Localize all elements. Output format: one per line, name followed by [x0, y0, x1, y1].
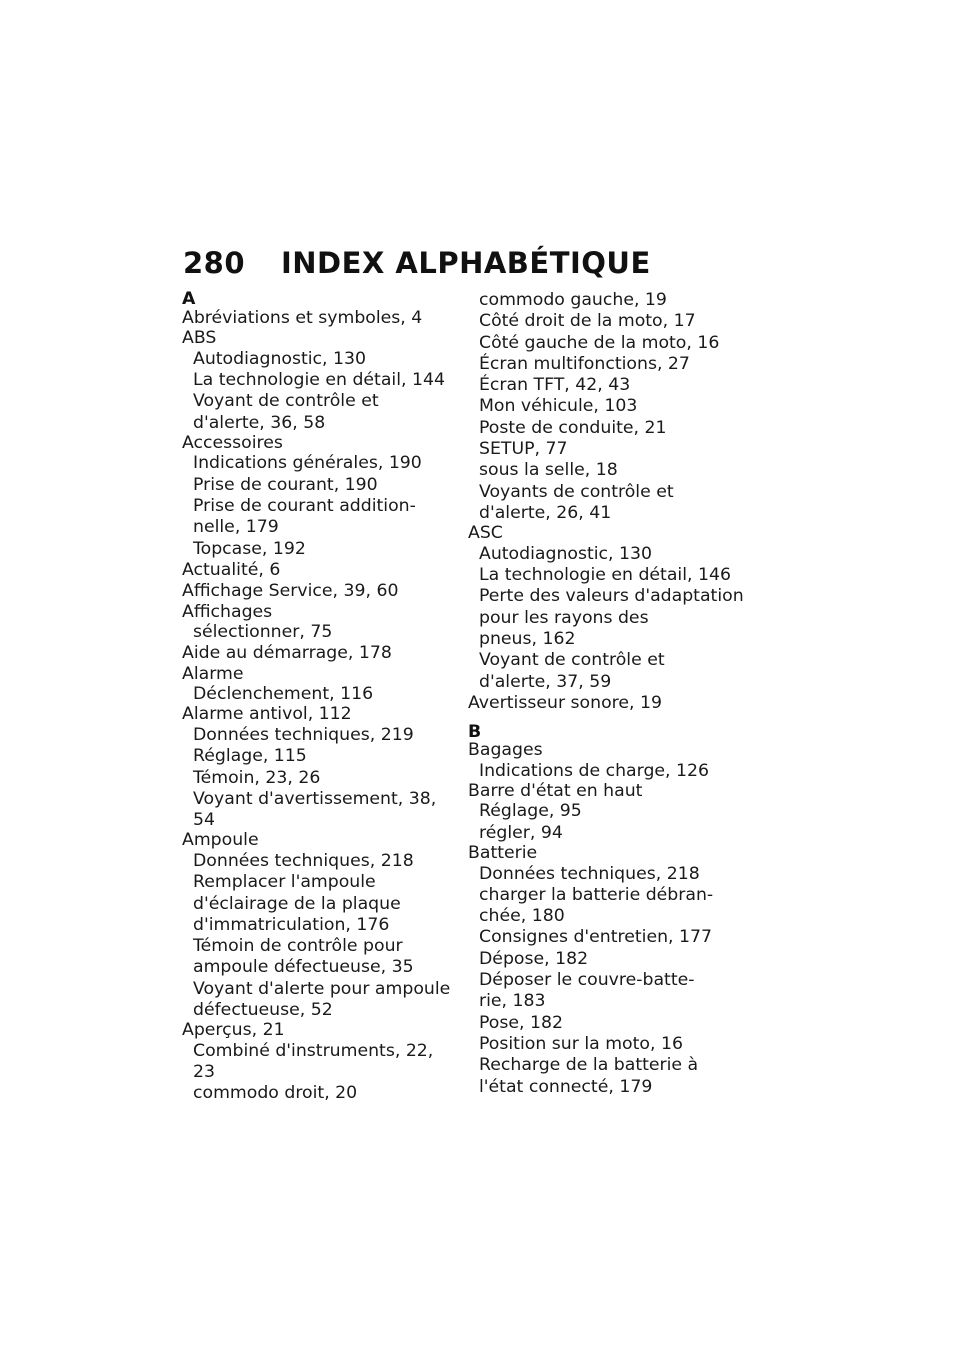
- index-subentry: Écran TFT, 42, 43: [479, 375, 631, 396]
- index-subentry: Voyant d'alerte pour ampoule: [193, 978, 451, 999]
- index-subentry: Indications de charge, 126: [479, 760, 710, 781]
- index-entry: Abréviations et symboles, 4: [182, 308, 423, 328]
- index-column-right: [468, 290, 753, 1098]
- index-subentry: pneus, 162: [479, 628, 576, 649]
- index-term: Alarme: [182, 663, 244, 684]
- index-subentry: Combiné d'instruments, 22,: [193, 1040, 434, 1061]
- index-subentry: d'éclairage de la plaque: [193, 893, 401, 914]
- index-subentry: Prise de courant addition-: [193, 496, 416, 517]
- index-subentry: ampoule défectueuse, 35: [193, 957, 414, 978]
- index-subentry: Déposer le couvre-batte-: [479, 970, 695, 991]
- index-subentry: Données techniques, 218: [479, 863, 700, 884]
- index-subentry: La technologie en détail, 146: [479, 565, 731, 586]
- section-letter: A: [182, 289, 196, 309]
- page-number: 280: [183, 246, 246, 280]
- index-entry: Affichage Service, 39, 60: [182, 581, 399, 602]
- index-term: Alarme antivol, 112: [182, 704, 352, 725]
- index-term: Barre d'état en haut: [468, 780, 643, 801]
- index-subentry: Poste de conduite, 21: [479, 417, 667, 438]
- index-subentry: charger la batterie débran-: [479, 884, 714, 905]
- index-subentry: chée, 180: [479, 906, 565, 927]
- index-subentry: nelle, 179: [193, 517, 279, 538]
- section-letter: B: [468, 722, 482, 743]
- index-entry: Aide au démarrage, 178: [182, 643, 392, 664]
- page-header: [183, 246, 651, 280]
- index-subentry: d'alerte, 36, 58: [193, 412, 326, 433]
- index-subentry: Dépose, 182: [479, 948, 589, 969]
- index-subentry: d'alerte, 26, 41: [479, 502, 612, 523]
- index-subentry: sélectionner, 75: [193, 622, 333, 643]
- index-subentry: Remplacer l'ampoule: [193, 872, 376, 893]
- index-subentry: régler, 94: [479, 822, 563, 843]
- index-term: ASC: [468, 523, 503, 544]
- index-subentry: Position sur la moto, 16: [479, 1033, 683, 1054]
- index-subentry: défectueuse, 52: [193, 1000, 333, 1021]
- page-title: INDEX ALPHABÉTIQUE: [281, 246, 651, 280]
- index-subentry: sous la selle, 18: [479, 460, 618, 481]
- index-column-left: [182, 290, 467, 1105]
- index-subentry: Témoin, 23, 26: [193, 767, 321, 788]
- index-subentry: Prise de courant, 190: [193, 474, 378, 495]
- index-subentry: Indications générales, 190: [193, 453, 422, 474]
- index-subentry: SETUP, 77: [479, 439, 568, 460]
- index-subentry: 23: [193, 1062, 215, 1083]
- index-subentry: Autodiagnostic, 130: [479, 543, 653, 564]
- index-subentry: La technologie en détail, 144: [193, 370, 445, 391]
- index-subentry: Voyant de contrôle et: [479, 650, 665, 671]
- index-term: Bagages: [468, 740, 543, 761]
- index-term: Accessoires: [182, 432, 283, 453]
- index-subentry: Voyant d'avertissement, 38,: [193, 788, 437, 809]
- index-term: Ampoule: [182, 830, 259, 851]
- index-subentry: rie, 183: [479, 991, 546, 1012]
- index-subentry: Données techniques, 218: [193, 850, 414, 871]
- index-subentry: d'alerte, 37, 59: [479, 671, 612, 692]
- index-subentry: Données techniques, 219: [193, 724, 414, 745]
- index-entry: Actualité, 6: [182, 559, 281, 580]
- index-term: Aperçus, 21: [182, 1020, 285, 1041]
- index-subentry: Côté gauche de la moto, 16: [479, 332, 720, 353]
- index-subentry: Réglage, 95: [479, 801, 582, 822]
- index-subentry: Écran multifonctions, 27: [479, 353, 690, 374]
- index-entry: Avertisseur sonore, 19: [468, 692, 662, 713]
- index-subentry: d'immatriculation, 176: [193, 914, 390, 935]
- index-subentry: commodo droit, 20: [193, 1083, 358, 1104]
- index-subentry: l'état connecté, 179: [479, 1076, 653, 1097]
- index-subentry: Autodiagnostic, 130: [193, 348, 367, 369]
- index-subentry: Recharge de la batterie à: [479, 1055, 699, 1076]
- index-subentry: Perte des valeurs d'adaptation: [479, 586, 744, 607]
- index-subentry: Côté droit de la moto, 17: [479, 311, 696, 332]
- index-term: Batterie: [468, 843, 538, 864]
- index-subentry: Voyant de contrôle et: [193, 391, 379, 412]
- index-subentry: Réglage, 115: [193, 746, 307, 767]
- index-subentry: Consignes d'entretien, 177: [479, 927, 713, 948]
- index-subentry: Mon véhicule, 103: [479, 396, 638, 417]
- index-subentry: pour les rayons des: [479, 607, 649, 628]
- index-subentry: 54: [193, 810, 215, 831]
- index-subentry: Topcase, 192: [193, 538, 306, 559]
- index-subentry: commodo gauche, 19: [479, 290, 667, 310]
- index-subentry: Pose, 182: [479, 1012, 563, 1033]
- index-subentry: Voyants de contrôle et: [479, 481, 674, 502]
- index-subentry: Déclenchement, 116: [193, 684, 374, 705]
- index-term: ABS: [182, 328, 217, 349]
- index-subentry: Témoin de contrôle pour: [193, 936, 403, 957]
- index-term: Affichages: [182, 601, 273, 622]
